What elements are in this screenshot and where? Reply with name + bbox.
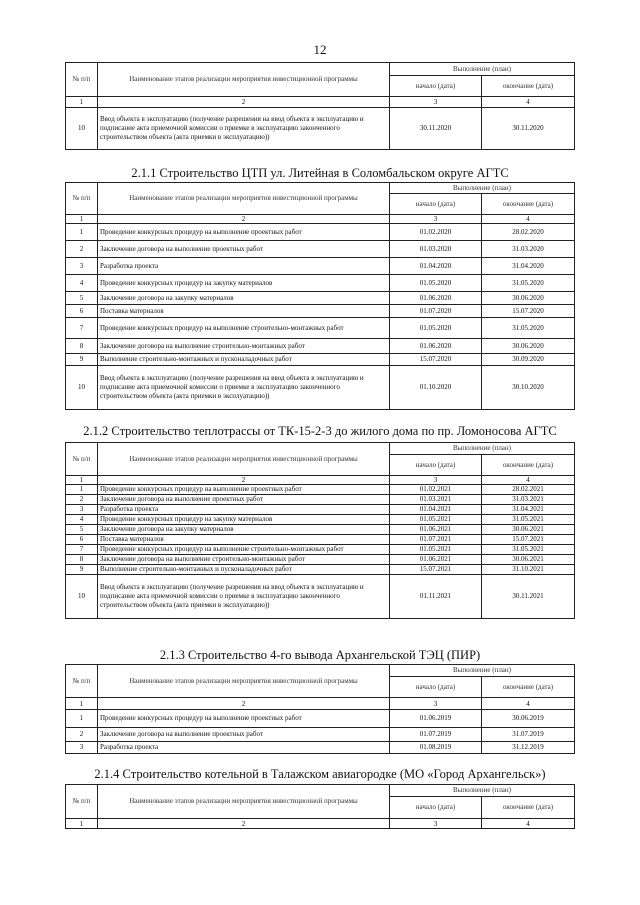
row-stage: Проведение конкурсных процедур на выполнение проектных работ: [98, 224, 390, 241]
table-row: [66, 354, 575, 366]
row-stage: Разработка проекта: [98, 742, 390, 754]
col-index: 2: [98, 698, 390, 710]
row-end-date: 30.10.2020: [482, 366, 575, 410]
row-num: 9: [66, 354, 98, 366]
row-end-date: 30.06.2021: [482, 525, 575, 535]
table-row: [66, 241, 575, 258]
row-num: 1: [66, 224, 98, 241]
row-start-date: 01.04.2021: [390, 505, 482, 515]
page-number: 12: [313, 42, 327, 57]
section-title: 2.1.2 Строительство теплотрассы от ТК-15-2-3 до жилого дома по пр. Ломоносова АГТС: [83, 424, 557, 438]
header-start: начало (дата): [390, 194, 482, 215]
row-start-date: 01.07.2019: [390, 728, 482, 742]
row-num: 6: [66, 535, 98, 545]
col-index: 2: [98, 215, 390, 224]
row-start-date: 01.05.2020: [390, 275, 482, 292]
row-num: 1: [66, 485, 98, 495]
row-start-date: 01.05.2021: [390, 515, 482, 525]
row-num: 1: [66, 710, 98, 728]
row-num: 10: [66, 366, 98, 410]
table-row: [66, 505, 575, 515]
header-end: окончание (дата): [482, 677, 575, 698]
row-start-date: 01.04.2020: [390, 258, 482, 275]
row-end-date: 28.02.2021: [482, 485, 575, 495]
table-row: [66, 485, 575, 495]
row-num: 7: [66, 545, 98, 555]
table-row: [66, 108, 575, 150]
header-execution: Выполнение (план): [390, 183, 575, 194]
row-end-date: 30.06.2021: [482, 555, 575, 565]
row-end-date: 31.03.2021: [482, 495, 575, 505]
col-index: 3: [390, 476, 482, 485]
header-num: № п/п: [66, 665, 98, 698]
row-start-date: 01.06.2020: [390, 339, 482, 354]
row-start-date: 01.02.2021: [390, 485, 482, 495]
row-stage: Проведение конкурсных процедур на выполнение проектных работ: [98, 485, 390, 495]
row-stage: Заключение договора на выполнение строительно-монтажных работ: [98, 555, 390, 565]
table-row: [66, 525, 575, 535]
row-num: 9: [66, 565, 98, 575]
table-row: [66, 258, 575, 275]
row-end-date: 31.03.2020: [482, 241, 575, 258]
schedule-table: [65, 442, 574, 619]
table-row: [66, 728, 575, 742]
header-end: окончание (дата): [482, 455, 575, 476]
row-num: 5: [66, 525, 98, 535]
table-row: [66, 292, 575, 305]
col-index: 1: [66, 97, 98, 108]
row-num: 8: [66, 555, 98, 565]
col-index: 2: [98, 476, 390, 485]
section-title: 2.1.1 Строительство ЦТП ул. Литейная в Соломбальском округе АГТС: [131, 166, 509, 180]
row-end-date: 30.11.2020: [482, 108, 575, 150]
row-end-date: 30.06.2020: [482, 292, 575, 305]
col-index: 4: [482, 476, 575, 485]
schedule-table-continued: [65, 62, 574, 150]
col-index: 2: [98, 819, 390, 829]
row-stage: Ввод объекта в эксплуатацию (получение разрешения на ввод объекта в эксплуатацию и подписание акта приемочной комиссии о приемке в эксплуатацию законченного строительством объекта (акта приемки в эксплуатацию)): [98, 575, 390, 619]
row-stage: Разработка проекта: [98, 505, 390, 515]
header-stage-name: Наименование этапов реализации мероприятия инвестиционной программы: [98, 183, 390, 215]
row-start-date: 01.06.2021: [390, 525, 482, 535]
header-num: № п/п: [66, 63, 98, 97]
table-row: [66, 545, 575, 555]
row-start-date: 01.05.2021: [390, 545, 482, 555]
header-stage-name: Наименование этапов реализации мероприятия инвестиционной программы: [98, 443, 390, 476]
section-title: 2.1.3 Строительство 4-го вывода Архангельской ТЭЦ (ПИР): [159, 648, 481, 662]
col-index: 1: [66, 476, 98, 485]
row-stage: Выполнение строительно-монтажных и пусконаладочных работ: [98, 565, 390, 575]
row-num: 4: [66, 275, 98, 292]
row-stage: Выполнение строительно-монтажных и пусконаладочных работ: [98, 354, 390, 366]
row-stage: Проведение конкурсных процедур на закупку материалов: [98, 275, 390, 292]
row-start-date: 01.08.2019: [390, 742, 482, 754]
row-num: 4: [66, 515, 98, 525]
row-end-date: 30.09.2020: [482, 354, 575, 366]
row-start-date: 01.10.2020: [390, 366, 482, 410]
row-num: 3: [66, 258, 98, 275]
row-end-date: 31.10.2021: [482, 565, 575, 575]
row-end-date: 31.12.2019: [482, 742, 575, 754]
header-end: окончание (дата): [482, 76, 575, 97]
col-index: 4: [482, 97, 575, 108]
row-stage: Заключение договора на выполнение строительно-монтажных работ: [98, 339, 390, 354]
header-stage-name: Наименование этапов реализации мероприятия инвестиционной программы: [98, 785, 390, 819]
col-index: 4: [482, 215, 575, 224]
col-index: 3: [390, 97, 482, 108]
header-stage-name: Наименование этапов реализации мероприятия инвестиционной программы: [98, 63, 390, 97]
row-end-date: 31.07.2019: [482, 728, 575, 742]
row-start-date: 15.07.2021: [390, 565, 482, 575]
row-stage: Заключение договора на закупку материалов: [98, 292, 390, 305]
table-row: [66, 742, 575, 754]
table-row: [66, 555, 575, 565]
row-num: 10: [66, 108, 98, 150]
header-start: начало (дата): [390, 677, 482, 698]
row-num: 3: [66, 742, 98, 754]
table-row: [66, 366, 575, 410]
row-start-date: 01.06.2021: [390, 555, 482, 565]
row-stage: Заключение договора на выполнение проектных работ: [98, 241, 390, 258]
col-index: 3: [390, 819, 482, 829]
row-start-date: 15.07.2020: [390, 354, 482, 366]
row-num: 2: [66, 728, 98, 742]
header-start: начало (дата): [390, 455, 482, 476]
table-row: [66, 575, 575, 619]
row-end-date: 30.11.2021: [482, 575, 575, 619]
table-row: [66, 710, 575, 728]
row-num: 2: [66, 495, 98, 505]
row-num: 2: [66, 241, 98, 258]
row-stage: Проведение конкурсных процедур на выполнение проектных работ: [98, 710, 390, 728]
row-stage: Заключение договора на выполнение проектных работ: [98, 728, 390, 742]
col-index: 4: [482, 698, 575, 710]
table-row: [66, 565, 575, 575]
row-stage: Проведение конкурсных процедур на закупку материалов: [98, 515, 390, 525]
col-index: 1: [66, 215, 98, 224]
row-stage: Заключение договора на закупку материалов: [98, 525, 390, 535]
row-end-date: 31.05.2021: [482, 545, 575, 555]
header-end: окончание (дата): [482, 797, 575, 819]
schedule-table: [65, 182, 574, 410]
header-execution: Выполнение (план): [390, 785, 575, 797]
row-end-date: 15.07.2021: [482, 535, 575, 545]
col-index: 4: [482, 819, 575, 829]
row-start-date: 01.05.2020: [390, 318, 482, 339]
table-row: [66, 339, 575, 354]
header-start: начало (дата): [390, 797, 482, 819]
col-index: 3: [390, 215, 482, 224]
header-num: № п/п: [66, 443, 98, 476]
schedule-table: [65, 784, 574, 829]
row-end-date: 31.04.2021: [482, 505, 575, 515]
row-end-date: 30.06.2020: [482, 339, 575, 354]
header-num: № п/п: [66, 785, 98, 819]
row-start-date: 01.11.2021: [390, 575, 482, 619]
row-start-date: 01.03.2020: [390, 241, 482, 258]
row-stage: Разработка проекта: [98, 258, 390, 275]
col-index: 1: [66, 698, 98, 710]
row-num: 3: [66, 505, 98, 515]
row-start-date: 01.06.2020: [390, 292, 482, 305]
row-end-date: 31.04.2020: [482, 258, 575, 275]
table-row: [66, 515, 575, 525]
row-stage: Проведение конкурсных процедур на выполнение строительно-монтажных работ: [98, 318, 390, 339]
header-num: № п/п: [66, 183, 98, 215]
table-row: [66, 535, 575, 545]
col-index: 1: [66, 819, 98, 829]
row-start-date: 01.06.2019: [390, 710, 482, 728]
row-end-date: 28.02.2020: [482, 224, 575, 241]
row-num: 6: [66, 305, 98, 318]
header-execution: Выполнение (план): [390, 665, 575, 677]
header-stage-name: Наименование этапов реализации мероприятия инвестиционной программы: [98, 665, 390, 698]
row-stage: Поставка материалов: [98, 535, 390, 545]
row-stage: Проведение конкурсных процедур на выполнение строительно-монтажных работ: [98, 545, 390, 555]
table-row: [66, 495, 575, 505]
row-end-date: 31.05.2020: [482, 275, 575, 292]
row-start-date: 30.11.2020: [390, 108, 482, 150]
row-stage: Поставка материалов: [98, 305, 390, 318]
row-num: 10: [66, 575, 98, 619]
table-row: [66, 275, 575, 292]
header-start: начало (дата): [390, 76, 482, 97]
header-end: окончание (дата): [482, 194, 575, 215]
table-row: [66, 318, 575, 339]
header-execution: Выполнение (план): [390, 443, 575, 455]
row-num: 8: [66, 339, 98, 354]
row-start-date: 01.07.2020: [390, 305, 482, 318]
row-start-date: 01.03.2021: [390, 495, 482, 505]
row-end-date: 31.05.2020: [482, 318, 575, 339]
row-stage: Ввод объекта в эксплуатацию (получение разрешения на ввод объекта в эксплуатацию и подписание акта приемочной комиссии о приемке в эксплуатацию законченного строительством объекта (акта приемки в эксплуатацию)): [98, 108, 390, 150]
row-num: 5: [66, 292, 98, 305]
row-end-date: 30.06.2019: [482, 710, 575, 728]
row-num: 7: [66, 318, 98, 339]
row-start-date: 01.02.2020: [390, 224, 482, 241]
row-stage: Ввод объекта в эксплуатацию (получение разрешения на ввод объекта в эксплуатацию и подписание акта приемочной комиссии о приемке в эксплуатацию законченного строительством объекта (акта приемки в эксплуатацию)): [98, 366, 390, 410]
row-end-date: 15.07.2020: [482, 305, 575, 318]
col-index: 3: [390, 698, 482, 710]
row-end-date: 31.05.2021: [482, 515, 575, 525]
row-start-date: 01.07.2021: [390, 535, 482, 545]
row-stage: Заключение договора на выполнение проектных работ: [98, 495, 390, 505]
table-row: [66, 224, 575, 241]
section-title: 2.1.4 Строительство котельной в Талажском авиагородке (МО «Город Архангельск»): [94, 767, 546, 781]
schedule-table: [65, 664, 574, 754]
col-index: 2: [98, 97, 390, 108]
table-row: [66, 305, 575, 318]
header-execution: Выполнение (план): [390, 63, 575, 76]
